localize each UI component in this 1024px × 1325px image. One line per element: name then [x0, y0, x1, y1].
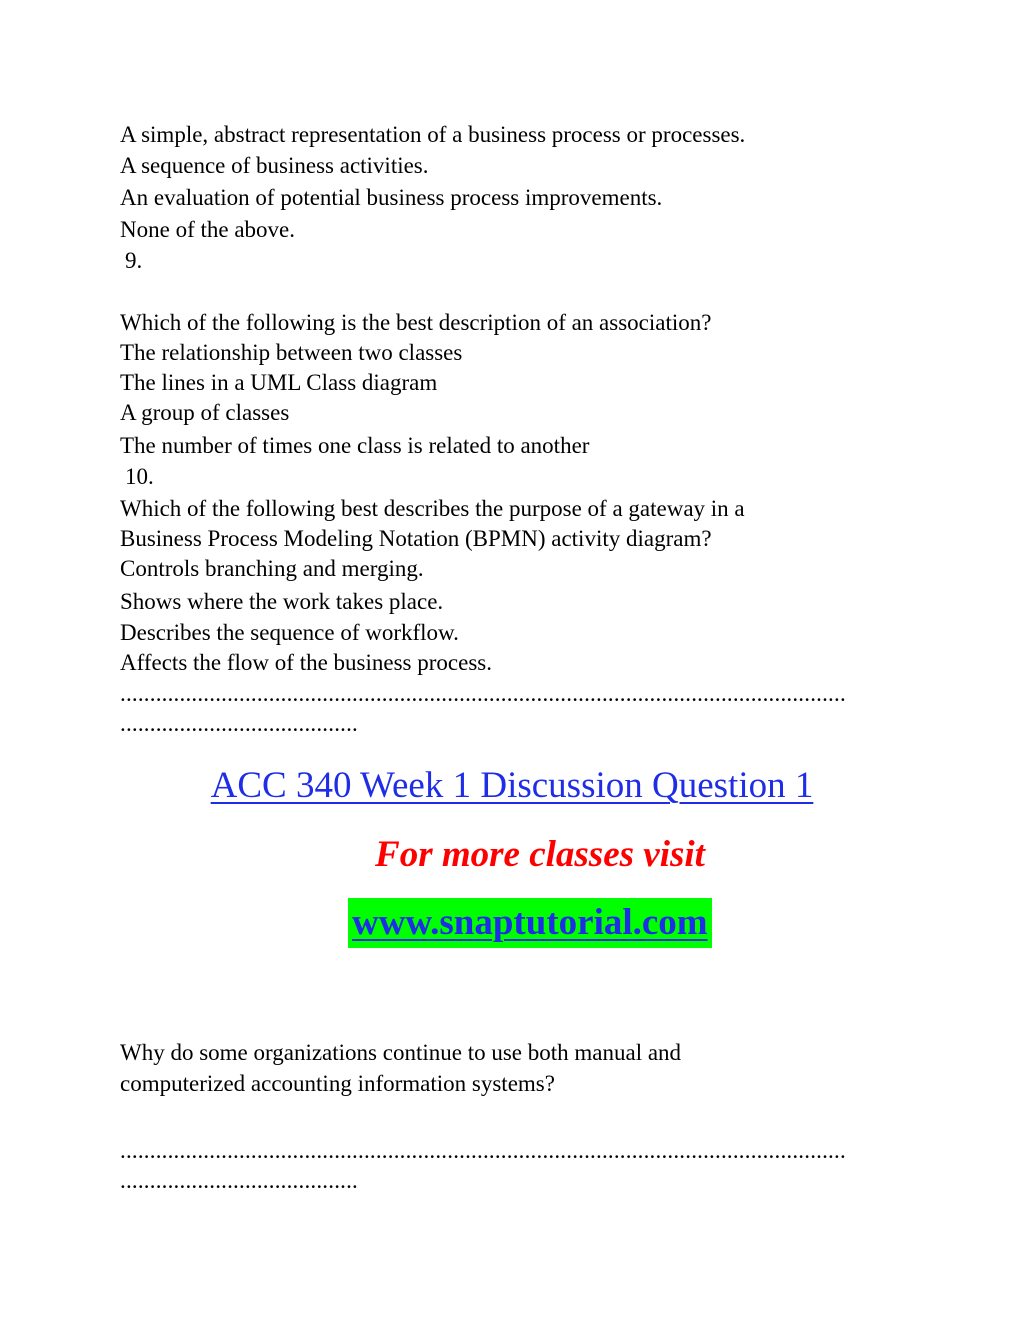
question-text: Business Process Modeling Notation (BPMN) activity diagram? [120, 526, 712, 551]
question-number: 10. [125, 464, 154, 489]
answer-option-line: Shows where the work takes place. [120, 589, 444, 614]
dotted-separator: ........................................ [120, 711, 358, 736]
page-title [0, 764, 1024, 808]
answer-option-line: The relationship between two classes [120, 340, 463, 365]
answer-option-line: An evaluation of potential business process improvements. [120, 185, 663, 210]
answer-option-line: Controls branching and merging. [120, 556, 424, 581]
question-text: Which of the following is the best description of an association? [120, 310, 712, 335]
answer-option-line: The lines in a UML Class diagram [120, 370, 438, 395]
dotted-separator: .......................................................................................................................... [120, 681, 846, 706]
answer-option-line: Affects the flow of the business process. [120, 650, 492, 675]
answer-option-line: A group of classes [120, 400, 290, 425]
question-text: Which of the following best describes the purpose of a gateway in a [120, 496, 745, 521]
answer-option-line: A sequence of business activities. [120, 153, 429, 178]
dotted-separator: .......................................................................................................................... [120, 1138, 846, 1163]
site-link[interactable]: www.snaptutorial.com [352, 902, 708, 943]
discussion-question-text: Why do some organizations continue to use both manual and [120, 1040, 682, 1065]
promo-text: For more classes visit [375, 834, 705, 875]
discussion-title-link[interactable]: ACC 340 Week 1 Discussion Question 1 [210, 765, 814, 806]
answer-option-line: The number of times one class is related to another [120, 433, 590, 458]
site-highlight [348, 898, 712, 948]
dotted-separator: ........................................ [120, 1168, 358, 1193]
answer-option-line: Describes the sequence of workflow. [120, 620, 459, 645]
discussion-question-text: computerized accounting information systems? [120, 1071, 555, 1096]
answer-option-line: A simple, abstract representation of a business process or processes. [120, 122, 746, 147]
answer-option-line: None of the above. [120, 217, 295, 242]
question-number: 9. [125, 248, 143, 273]
